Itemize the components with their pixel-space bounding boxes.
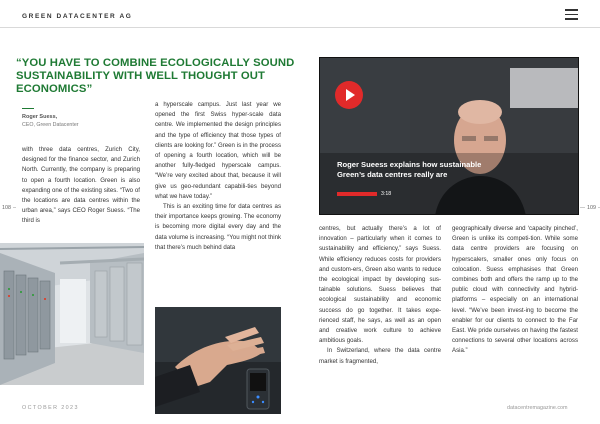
- footer-issue-date: OCTOBER 2023: [22, 405, 79, 411]
- article-column-2: [155, 100, 281, 253]
- video-progress-bar[interactable]: [337, 192, 377, 196]
- datacenter-photo: [0, 243, 144, 385]
- header-divider: [0, 27, 600, 28]
- quote-divider: [22, 108, 34, 109]
- publication-header-title: GREEN DATACENTER AG: [22, 13, 133, 20]
- paragraph: In Switzerland, where the data centre market is fragmented,: [319, 347, 441, 365]
- footer-website[interactable]: datacentremagazine.com: [507, 405, 568, 411]
- paragraph: This is an exciting time for data centres as their importance keeps growing. The economy is becoming more digital every day and the data volume is increasing. “You might not think that there’s much behind data: [155, 203, 281, 251]
- paragraph: geographically diverse and ‘capacity pinched’, Green is unlike its competi-tion. While some data centre providers are focusing on hyperscalers, smaller ones only focus on colocation. Suess emphasises that Green combines both and offers the ramp up to the public cloud with connectivity and hybrid-platforms – especially on an international level. “We’ve been invest-ing to become the enabler for our clients to connect to the Far East. We pride ourselves on having the fastest connections to several other locations across Asia.”: [452, 225, 578, 355]
- page-number-right: 109: [587, 205, 596, 211]
- article-column-3: [319, 224, 441, 367]
- hand-illustration: [155, 307, 281, 414]
- video-title: Roger Sueess explains how sustainable Green’s data centres really are: [337, 160, 482, 179]
- page-number-left: 108: [2, 205, 11, 211]
- article-column-4: [452, 224, 578, 357]
- play-icon[interactable]: [335, 81, 363, 109]
- paragraph: with three data centres, Zurich City, designed for the finance sector, and Zurich North. Currently, the company is preparing to open a fourth location. Green is also expanding one of the existing sites. “Two of the locations are data centres within the urban area,” says CEO Roger Suess. “The third is: [22, 146, 140, 225]
- quote-author-role: CEO, Green Datacenter: [22, 122, 79, 128]
- paragraph: a hyperscale campus. Just last year we opened the first Swiss hyper-scale data centre. We implemented the design principles and the type of efficiency that those types of clients are looking for.” Green is in the process of opening a fourth location, which will be another fully-fledged hyperscale campus. “We’re very excited about that, because it will give us geo-redundant capabili-ties beyond what we have today.”: [155, 101, 281, 200]
- paragraph: centres, but actually there’s a lot of innovation – particularly when it comes to sustainability and efficiency,” says Suess. While efficiency reduces costs for providers and custom-ers, Green also wants to reduce the ecological impact by developing sus-tainable solutions. Suess believes that ecological sustainability and economic success do go together. It takes expe-rienced staff, he says, as well as an open and creative work culture to achieve ambitious goals.: [319, 225, 441, 345]
- quote-author-name: Roger Suess,: [22, 114, 58, 120]
- datacenter-illustration: [0, 243, 144, 385]
- hand-device-photo: [155, 307, 281, 414]
- pull-quote: “YOU HAVE TO COMBINE ECOLOGICALLY SOUND SUSTAINABILITY WITH WELL THOUGHT OUT ECONOMICS”: [16, 57, 295, 96]
- hamburger-menu-icon[interactable]: [565, 9, 578, 20]
- article-column-1: [22, 145, 140, 227]
- video-duration: 3:18: [381, 191, 392, 197]
